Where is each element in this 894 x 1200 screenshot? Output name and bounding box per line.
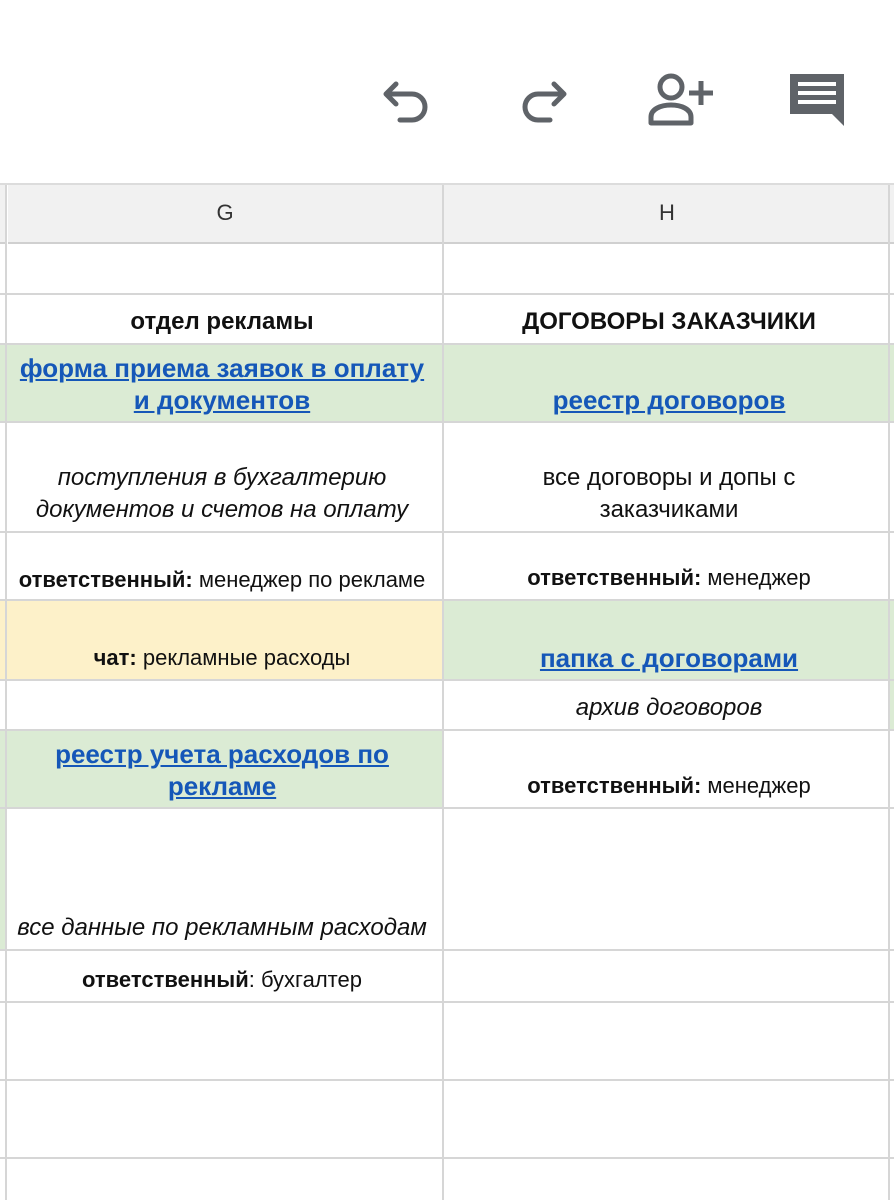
chat-label: чат: xyxy=(93,645,137,670)
grid-line xyxy=(0,343,894,345)
grid-line xyxy=(888,184,890,1200)
grid-line xyxy=(5,184,7,1200)
advertising-data-description: все данные по рекламным расходам xyxy=(17,914,427,941)
chat-info xyxy=(94,642,351,674)
cell-h8[interactable] xyxy=(444,730,894,808)
cell-h5[interactable] xyxy=(444,532,894,600)
cell-g5[interactable] xyxy=(0,532,444,600)
redo-button[interactable] xyxy=(508,64,578,134)
responsible-label: ответственный xyxy=(82,967,249,992)
cell-h6[interactable] xyxy=(444,600,894,680)
grid-line xyxy=(0,1001,894,1003)
comments-button[interactable] xyxy=(782,64,852,134)
cell-g6[interactable] xyxy=(0,600,444,680)
responsible-value: : бухгалтер xyxy=(248,967,362,992)
grid-line xyxy=(0,807,894,809)
grid-line xyxy=(0,421,894,423)
responsible-label: ответственный: xyxy=(18,567,193,592)
undo-button[interactable] xyxy=(372,64,442,134)
grid-line xyxy=(0,1079,894,1081)
comment-icon xyxy=(786,68,848,130)
advertising-request-form-link[interactable]: форма приема заявок в оплату и документов xyxy=(19,353,425,415)
responsible-label: ответственный: xyxy=(527,773,702,798)
cell-g10[interactable] xyxy=(0,950,444,1002)
cell-g8[interactable] xyxy=(0,730,444,808)
grid-line xyxy=(0,679,894,681)
cell-g9[interactable] xyxy=(0,808,444,950)
cell-h10[interactable] xyxy=(444,950,894,1002)
grid-line xyxy=(0,599,894,601)
cell-h2[interactable] xyxy=(444,294,894,344)
cell-g3[interactable] xyxy=(0,344,444,422)
cell-g1[interactable] xyxy=(0,242,444,294)
cell-g7[interactable] xyxy=(0,680,444,730)
cell-h9[interactable] xyxy=(444,808,894,950)
responsible-label: ответственный: xyxy=(527,565,702,590)
responsible-value: менеджер xyxy=(707,565,811,590)
grid-line xyxy=(442,184,444,1200)
responsible-contracts xyxy=(527,562,810,594)
column-header-g[interactable] xyxy=(8,184,442,244)
column-header-h-label: H xyxy=(659,200,675,225)
column-header-i-stub xyxy=(890,184,894,244)
responsible-advertising xyxy=(19,566,426,594)
cell-h3[interactable] xyxy=(444,344,894,422)
documents-description: поступления в бухгалтерию документов и счетов на оплату xyxy=(35,464,409,523)
add-person-icon xyxy=(645,71,715,127)
contracts-archive-text: архив договоров xyxy=(575,694,763,721)
column-header-g-label: G xyxy=(216,200,234,225)
grid-line xyxy=(0,949,894,951)
undo-icon xyxy=(380,72,434,126)
cell-h12[interactable] xyxy=(444,1080,894,1158)
responsible-value: менеджер по рекламе xyxy=(198,567,426,592)
add-person-button[interactable] xyxy=(645,64,715,134)
responsible-contracts-2 xyxy=(527,770,810,802)
column-header-h[interactable] xyxy=(444,184,890,244)
cell-h7[interactable] xyxy=(444,680,894,730)
grid-line xyxy=(0,293,894,295)
cell-g4[interactable] xyxy=(0,422,444,532)
grid-line xyxy=(0,183,894,185)
cell-g2[interactable] xyxy=(0,294,444,344)
contracts-registry-link[interactable]: реестр договоров xyxy=(552,385,786,415)
cell-h4[interactable] xyxy=(444,422,894,532)
grid-line xyxy=(0,729,894,731)
responsible-value: менеджер xyxy=(707,773,811,798)
advertising-expenses-registry-link[interactable]: реестр учета расходов по рекламе xyxy=(55,739,389,801)
cell-g13[interactable] xyxy=(0,1158,444,1200)
contracts-description: все договоры и допы с заказчиками xyxy=(542,464,796,523)
cell-h11[interactable] xyxy=(444,1002,894,1080)
contracts-heading: ДОГОВОРЫ ЗАКАЗЧИКИ xyxy=(522,308,816,335)
cell-h13[interactable] xyxy=(444,1158,894,1200)
cell-g12[interactable] xyxy=(0,1080,444,1158)
grid-line xyxy=(0,1157,894,1159)
cell-g11[interactable] xyxy=(0,1002,444,1080)
chat-value: рекламные расходы xyxy=(142,645,351,670)
redo-icon xyxy=(516,72,570,126)
cell-h1[interactable] xyxy=(444,242,894,294)
department-heading: отдел рекламы xyxy=(130,308,314,335)
grid-line xyxy=(0,531,894,533)
responsible-accountant xyxy=(82,964,362,996)
toolbar xyxy=(0,0,894,184)
contracts-folder-link[interactable]: папка с договорами xyxy=(539,643,799,673)
